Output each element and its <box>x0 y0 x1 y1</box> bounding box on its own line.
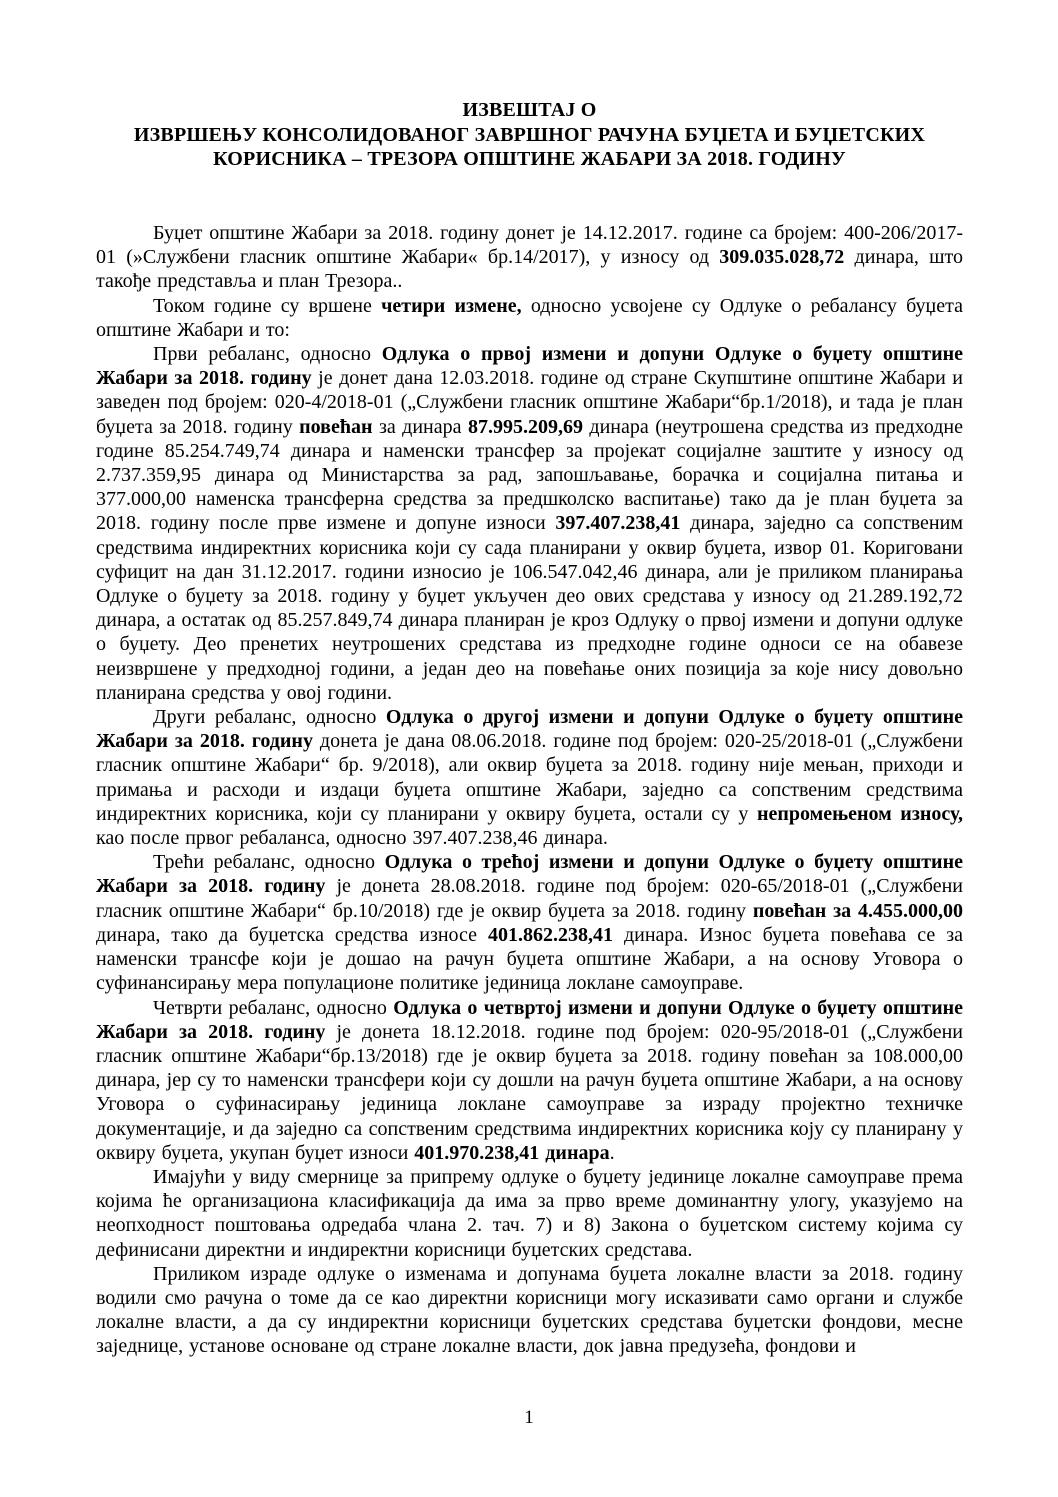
text-run: Други ребаланс, односно <box>153 706 386 729</box>
bold-text-run: Одлука о првој измени и допуни Одлуке о буџету општине Жабари за 2018. годину <box>96 343 963 390</box>
paragraph <box>96 1165 963 1262</box>
bold-text-run: непромењеном износу, <box>756 802 963 825</box>
bold-text-run: повећан <box>299 415 373 438</box>
paragraph <box>96 1262 963 1359</box>
bold-text-run: Одлука о трећој измени и допуни Одлуке о буџету општине Жабари за 2018. годину <box>96 851 963 898</box>
text-run: за динара <box>372 415 468 438</box>
text-run: Приликом израде одлуке о изменама и допунама буџета локалне власти за 2018. годину водили смо рачуна о томе да се као директни корисници могу исказивати само органи и службе локалне власти, а да су индиректни корисници буџетских средстава буџетски фондови, месне заједнице, установе основане од стране локалне власти, док јавна предузећа, фондови и <box>96 1262 963 1358</box>
bold-text-run: повећан за 4.455.000,00 <box>752 899 964 922</box>
paragraph <box>96 221 963 294</box>
bold-text-run: Одлука о четвртој измени и допуни Одлуке о буџету општине Жабари за 2018. годину <box>96 996 963 1043</box>
bold-text-run: 397.407.238,41 <box>555 512 681 535</box>
text-run: динара, заједно са сопственим средствима индиректних корисника који су сада планирани у оквир буџета, извор 01. Кориговани суфицит на дан 31.12.2017. години износио је 106.547.042,46 динара, али је приликом планирања Одлуке о буџету за 2018. годину у буџет укључен део ових средстава у износу од 21.289.192,72 динара, а остатак од 85.257.849,74 динара планиран је кроз Одлуку о првој измени и допуни одлуке о буџету. Део пренетих неутрошених средстава из предходне године односи се на обавезе неизвршене у предходној години, а један део на повећање оних позиција за које нису довољно планирана средства у овој години. <box>96 512 963 704</box>
bold-text-run: четири измене, <box>381 294 522 317</box>
text-run: је донет дана 12.03.2018. године од стране Скупштине општине Жабари и заведен под бројем: 020-4/2018-01 („Службени гласник општине Жабари“бр.1/2018), и тада је план буџета за 2018. годину <box>96 367 963 438</box>
text-run: динара, што такође представља и план Трезора.. <box>96 246 963 293</box>
paragraph <box>96 996 963 1165</box>
text-run: је донета 18.12.2018. године под бројем: 020-95/2018-01 („Службени гласник општине Жабари“бр.13/2018) где је оквир буџета за 2018. годину повећан за 108.000,00 динара, јер су то наменски трансфери који су дошли на рачун буџета општине Жабари, а на основу Уговора о суфинасирању јединица локлане самоуправе за израду пројектно техничке документације, и да заједно са сопственим средствима индиректних корисника коју су планирану у оквиру буџета, укупан буџет износи <box>96 1020 963 1164</box>
page-number: 1 <box>524 1407 534 1428</box>
text-run: динара. Износ буџета повећава се за наменски трансфе који је дошао на рачун буџета општине Жабари, а на основу Уговора о суфинансирању мера популационе политике јединица локлане самоуправе. <box>96 923 963 995</box>
text-run: динара, тако да буџетска средства износе <box>96 923 488 946</box>
bold-text-run: Одлука о другој измени и допуни Одлуке о буџету општине Жабари за 2018. годину <box>96 706 963 753</box>
document-title <box>96 98 963 172</box>
bold-text-run: 87.995.209,69 <box>467 415 583 438</box>
paragraph <box>96 342 963 705</box>
text-run: Током године су вршене <box>153 294 382 317</box>
bold-text-run: 401.862.238,41 <box>488 923 613 946</box>
text-run: Имајући у виду смернице за припрему одлуке о буџету јединице локалне самоуправе према којима ће организациона класификација да има за прво време доминантну улогу, указујемо на неопходност поштовања одредаба члана 2. тач. 7) и 8) Закона о буџетском систему којима су дефинисани директни и индиректни корисници буџетских средстава. <box>96 1165 963 1261</box>
bold-text-run: 309.035.028,72 <box>719 246 845 269</box>
paragraph <box>96 705 963 850</box>
paragraph <box>96 850 963 995</box>
title-line: КОРИСНИКА – ТРЕЗОРА ОПШТИНЕ ЖАБАРИ ЗА 2018. ГОДИНУ <box>213 148 846 170</box>
text-run: је донета 28.08.2018. године под бројем: 020-65/2018-01 („Службени гласник општине Жабари“ бр.10/2018) где је оквир буџета за 2018. годину <box>96 875 963 922</box>
title-line: ИЗВЕШТАЈ О <box>462 99 597 121</box>
text-run: Буџет општине Жабари за 2018. годину донет је 14.12.2017. године са бројем: 400-206/2017-01 (»Службени гласник општине Жабари« бр.14/2017), у износу од <box>96 222 963 269</box>
text-run: Четврти ребаланс, односно <box>153 996 394 1019</box>
bold-text-run: 401.970.238,41 динара <box>414 1141 610 1164</box>
text-run: донета је дана 08.06.2018. године под бројем: 020-25/2018-01 („Службени гласник општине Жабари“ бр. 9/2018), али оквир буџета за 2018. годину није мењан, приходи и примања и расходи и издаци буџета општине Жабари, заједно са сопственим средствима индиректних корисника, који су планирани у оквиру буџета, остали су у <box>96 730 963 825</box>
text-run: . <box>609 1141 615 1164</box>
paragraph <box>96 294 963 342</box>
title-line: ИЗВРШЕЊУ КОНСОЛИДОВАНОГ ЗАВРШНОГ РАЧУНА БУЏЕТА И БУЏЕТСКИХ <box>133 123 926 146</box>
text-run: односно усвојене су Одлуке о ребалансу буџета општине Жабари и то: <box>96 294 963 341</box>
text-run: као после првог ребаланса, односно 397.407.238,46 динара. <box>96 827 608 850</box>
document-body <box>96 221 963 1359</box>
text-run: Трећи ребаланс, односно <box>153 851 385 874</box>
text-run: Први ребаланс, односно <box>153 343 382 366</box>
text-run: динара (неутрошена средства из предходне године 85.254.749,74 динара и наменски трансфер за пројекат социјалне заштите у износу од 2.737.359,95 динара од Министарства за рад, запошљавање, борачка и социјална питања и 377.000,00 наменска трансферна средства за предшколско васпитање) тако да је план буџета за 2018. годину после прве измене и допуне износи <box>96 415 963 535</box>
